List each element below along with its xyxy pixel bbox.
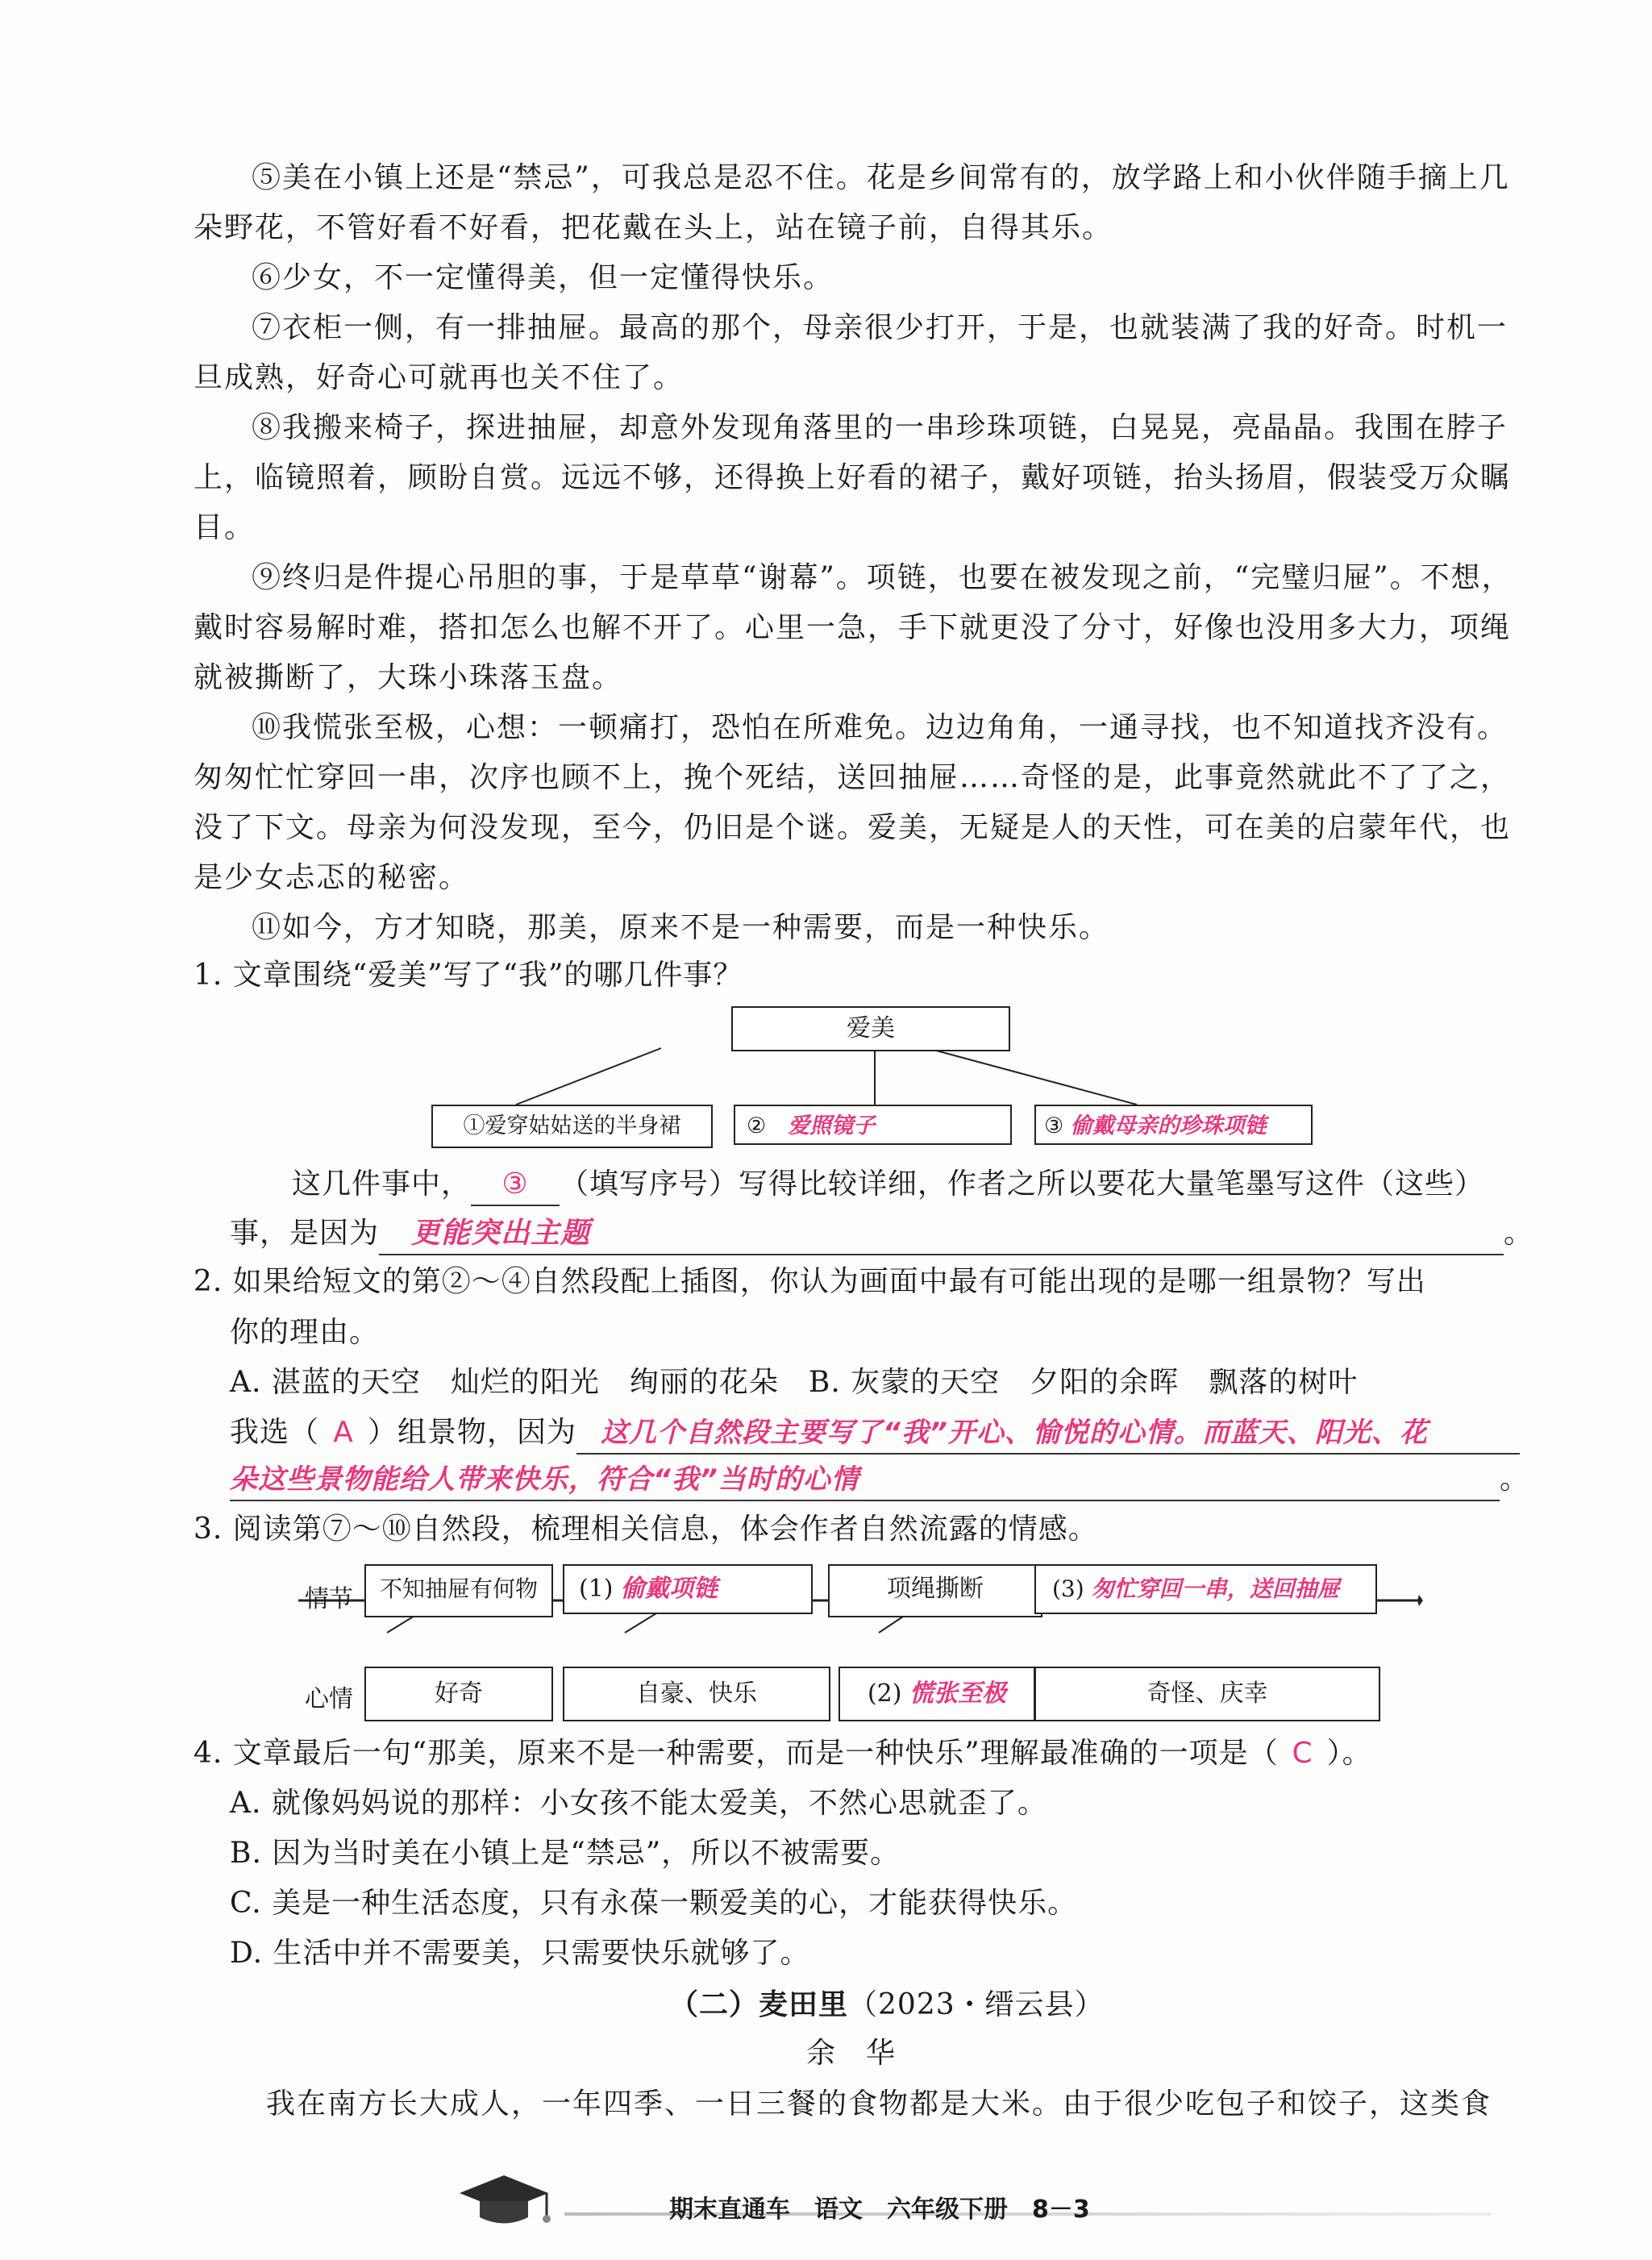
plot-box-1: 不知抽屉有何物 [364,1564,553,1617]
q2-choice-answer: A [333,1416,354,1449]
event-box-3 [1034,1105,1313,1145]
q4-text-b: ）。 [1326,1737,1372,1770]
paragraph-8: ⑧我搬来椅子，探进抽屉，却意外发现角落里的一串珍珠项链，白晃晃，亮晶晶。我围在脖子上，临镜照着，顾盼自赏。远远不够，还得换上好看的裙子，戴好项链，抬头扬眉，假装受万众瞩目。 [193,411,1512,544]
plot-2-answer: 偷戴项链 [621,1575,718,1603]
paragraph-11: ⑪如今，方才知晓，那美，原来不是一种需要，而是一种快乐。 [252,911,1110,944]
section-2-title: （二）麦田里 [669,1988,849,2021]
paragraph-7: ⑦衣柜一侧，有一排抽屉。最高的那个，母亲很少打开，于是，也就装满了我的好奇。时机一旦成熟，好奇心可就再也关不住了。 [193,311,1508,394]
plot-2-prefix: (1) [579,1575,614,1603]
plot-box-3: 项绳撕断 [828,1564,1042,1617]
event-2-number: ② [747,1113,767,1138]
q1-fill-text-b: （填写序号）写得比较详细，作者之所以要花大量笔墨写这件（这些） [560,1167,1485,1201]
q2-reason-answer-2: 朵这些景物能给人带来快乐，符合“我”当时的心情 [230,1463,859,1496]
tree-line-left [516,1048,661,1105]
q1-fill-text-a: 这几件事中， [292,1167,472,1201]
event-box-1: ①爱穿姑姑送的半身裙 [431,1105,713,1148]
q1-fill-text-c: 事，是因为 [230,1217,380,1250]
q4-text-a: 4. 文章最后一句“那美，原来不是一种需要，而是一种快乐”理解最准确的一项是（ [193,1737,1279,1770]
q1-fill-answer: ③ [501,1167,529,1201]
question-1: 1. 文章围绕“爱美”写了“我”的哪几件事？ [193,959,743,992]
mood-box-2: 自豪、快乐 [563,1667,830,1721]
q2-choose-b: ）组景物，因为 [368,1416,577,1449]
mood-box-4: 奇怪、庆幸 [1034,1667,1380,1721]
q4-option-c: C. 美是一种生活态度，只有永葆一颗爱美的心，才能获得快乐。 [230,1887,1078,1920]
paragraph-5: ⑤美在小镇上还是“禁忌”，可我总是忍不住。花是乡间常有的，放学路上和小伙伴随手摘上几朵野花，不管好看不好看，把花戴在头上，站在镜子前，自得其乐。 [193,161,1510,244]
q2-reason-line2 [230,1459,1529,1501]
timeline-arrow-head [1417,1595,1423,1606]
tree-line-right [927,1048,1137,1105]
q1-fill-line1 [292,1164,1484,1206]
q1-reason-blank [379,1213,1504,1255]
event-box-2 [734,1105,1012,1145]
q1-fill-blank [471,1164,560,1206]
plot-4-prefix: (3) [1052,1575,1084,1602]
mood-label: 心情 [305,1685,353,1713]
q2-end: 。 [1500,1463,1530,1496]
q2-choose-a: 我选（ [230,1416,320,1449]
section-2-author: 余 华 [806,2037,897,2070]
plot-box-4 [1034,1564,1377,1614]
q4-option-a: A. 就像妈妈说的那样：小女孩不能太爱美，不然心思就歪了。 [230,1787,1047,1820]
question-2-options: A. 湛蓝的天空 灿烂的阳光 绚丽的花朵 B. 灰蒙的天空 夕阳的余晖 飘落的树叶 [230,1366,1359,1399]
section-2-first-line: 我在南方长大成人，一年四季、一日三餐的食物都是大米。由于很少吃包子和饺子，这类食 [266,2087,1492,2121]
question-2-line2: 你的理由。 [230,1316,380,1349]
question-2-line1: 2. 如果给短文的第②～④自然段配上插图，你认为画面中最有可能出现的是哪一组景物？写出 [193,1265,1426,1298]
mood-3-answer: 慌张至极 [909,1679,1007,1708]
section-2-heading [669,1985,1105,2025]
plot-box-2 [563,1564,813,1614]
q2-choice-line [230,1413,1520,1455]
q2-reason-blank-2 [230,1459,1500,1501]
paragraph-9: ⑨终归是件提心吊胆的事，于是草草“谢幕”。项链，也要在被发现之前，“完璧归屉”。不想，戴时容易解时难，搭扣怎么也解不开了。心里一急，手下就更没了分寸，好像也没用多大力，项绳就被撕断了，大珠小珠落玉盘。 [193,561,1513,694]
section-2-source: （2023・缙云县） [848,1988,1105,2021]
q4-option-d: D. 生活中并不需要美，只需要快乐就够了。 [230,1937,810,1970]
mood-box-1: 好奇 [364,1667,553,1721]
mood-box-3 [838,1667,1035,1721]
question-4 [193,1733,1372,1774]
event-3-number: ③ [1044,1113,1064,1138]
q1-fill-end: 。 [1504,1217,1534,1250]
q2-reason-blank-1 [576,1413,1520,1455]
event-3-answer: 偷戴母亲的珍珠项链 [1070,1113,1267,1138]
mood-3-prefix: (2) [867,1679,902,1708]
graduation-cap-icon [451,2169,556,2233]
plot-4-answer: 匆忙穿回一串，送回抽屉 [1091,1575,1340,1602]
question-3: 3. 阅读第⑦～⑩自然段，梳理相关信息，体会作者自然流露的情感。 [193,1513,1098,1546]
tree-root-box: 爱美 [731,1006,1010,1051]
paragraph-10: ⑩我慌张至极，心想：一顿痛打，恐怕在所难免。边边角角，一通寻找，也不知道找齐没有。匆匆忙忙穿回一串，次序也顾不上，挽个死结，送回抽屉……奇怪的是，此事竟然就此不了了之，没了下文。母亲为何没发现，至今，仍旧是个谜。爱美，无疑是人的天性，可在美的启蒙年代，也是少女忐忑的秘密。 [193,711,1512,894]
q1-reason-answer: 更能突出主题 [411,1217,591,1250]
q1-fill-line2 [230,1213,1533,1255]
event-2-answer: 爱照镜子 [788,1113,876,1138]
plot-label: 情节 [305,1585,353,1613]
q4-answer: C [1292,1737,1313,1770]
footer-text: 期末直通车 语文 六年级下册 8－3 [669,2195,1090,2224]
paragraph-6: ⑥少女，不一定懂得美，但一定懂得快乐。 [252,261,834,294]
q2-reason-answer-1: 这几个自然段主要写了“我”开心、愉悦的心情。而蓝天、阳光、花 [601,1417,1428,1449]
q4-option-b: B. 因为当时美在小镇上是“禁忌”，所以不被需要。 [230,1837,901,1870]
